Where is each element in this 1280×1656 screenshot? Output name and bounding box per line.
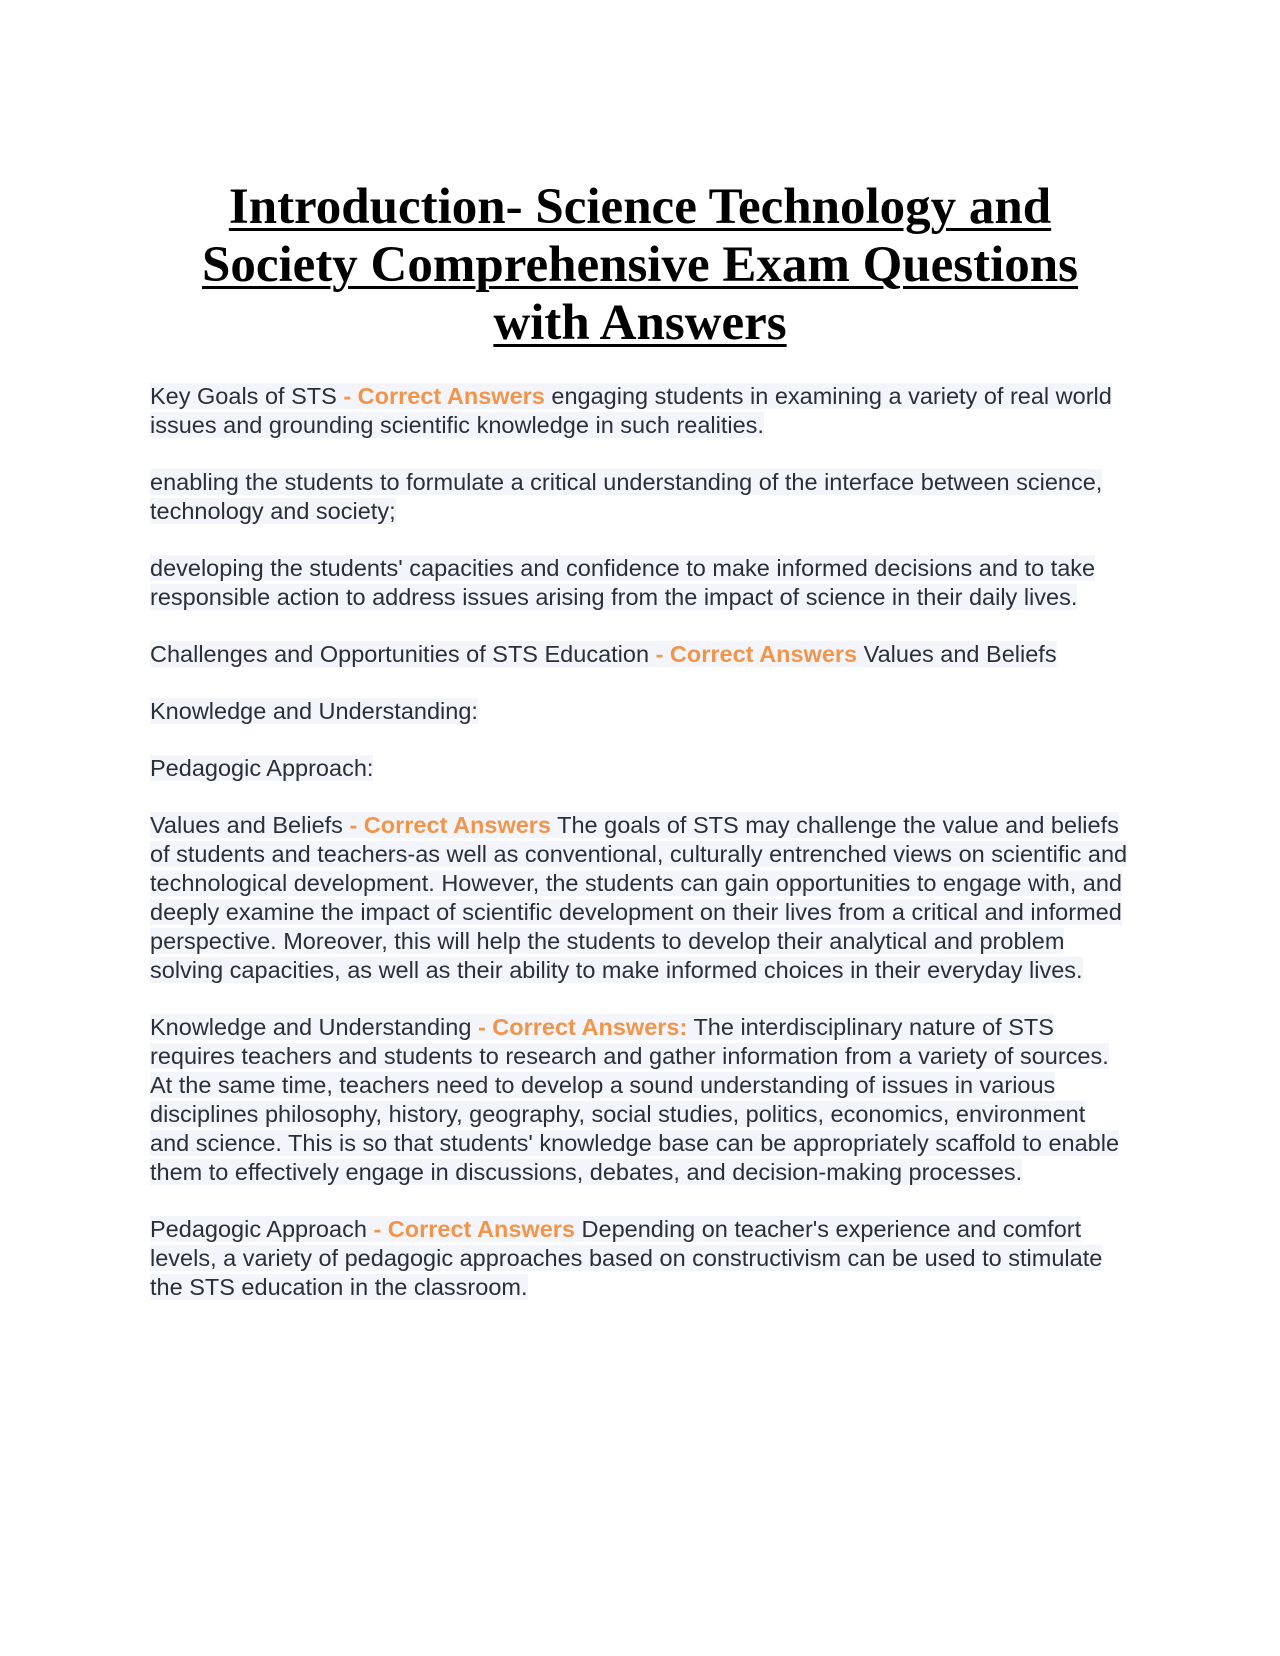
question-text: Key Goals of STS: [150, 383, 337, 409]
correct-answers-marker: - Correct Answers: [373, 1216, 575, 1242]
answer-text: The goals of STS may challenge the value and beliefs of students and teachers-as well as conventional, culturally entrenched views on scientific and technological development. However, the students can gain opportunities to engage with, and deeply examine the impact of scientific development on their lives from a critical and informed perspective. Moreover, this will help the students to develop their analytical and problem solving capacities, as well as their ability to make informed choices in their everyday lives.: [150, 812, 1128, 983]
qa-entry-knowledge-understanding: [150, 1013, 1130, 1187]
correct-answers-marker: - Correct Answers: [655, 641, 858, 667]
text-entry-critical-understanding: [150, 468, 1130, 526]
text-entry-pedagogic-heading: [150, 754, 1130, 783]
text-entry-knowledge-heading: [150, 697, 1130, 726]
question-text: Challenges and Opportunities of STS Education: [150, 641, 650, 667]
entry-text: Pedagogic Approach:: [150, 755, 374, 781]
answer-text: The interdisciplinary nature of STS requires teachers and students to research and gather information from a variety of sources. At the same time, teachers need to develop a sound understanding of issues in various disciplines philosophy, history, geography, social studies, politics, economics, environment and science. This is so that students' knowledge base can be appropriately scaffold to enable them to effectively engage in discussions, debates, and decision-making processes.: [150, 1014, 1120, 1185]
question-text: Values and Beliefs: [150, 812, 343, 838]
qa-entry-values-beliefs: [150, 811, 1130, 985]
answer-text: Values and Beliefs: [863, 641, 1057, 667]
answer-text: engaging students in examining a variety of real world issues and grounding scientific knowledge in such realities.: [150, 383, 1112, 438]
question-text: Pedagogic Approach: [150, 1216, 367, 1242]
entry-text: enabling the students to formulate a critical understanding of the interface between science, technology and society;: [150, 469, 1103, 524]
text-entry-capacities: [150, 554, 1130, 612]
correct-answers-marker: - Correct Answers:: [477, 1014, 688, 1040]
document-page: [150, 178, 1130, 1330]
correct-answers-marker: - Correct Answers: [349, 812, 552, 838]
qa-entry-key-goals: [150, 382, 1130, 440]
entry-text: Knowledge and Understanding:: [150, 698, 478, 724]
document-title: Introduction- Science Technology and Society Comprehensive Exam Questions with Answers: [202, 179, 1078, 351]
answer-text: Depending on teacher's experience and comfort levels, a variety of pedagogic approaches based on constructivism can be used to stimulate the STS education in the classroom.: [150, 1216, 1103, 1300]
correct-answers-marker: - Correct Answers: [343, 383, 545, 409]
question-text: Knowledge and Understanding: [150, 1014, 472, 1040]
qa-entry-pedagogic-approach: [150, 1215, 1130, 1302]
qa-entry-challenges: [150, 640, 1130, 669]
entry-text: developing the students' capacities and confidence to make informed decisions and to take responsible action to address issues arising from the impact of science in their daily lives.: [150, 555, 1096, 610]
